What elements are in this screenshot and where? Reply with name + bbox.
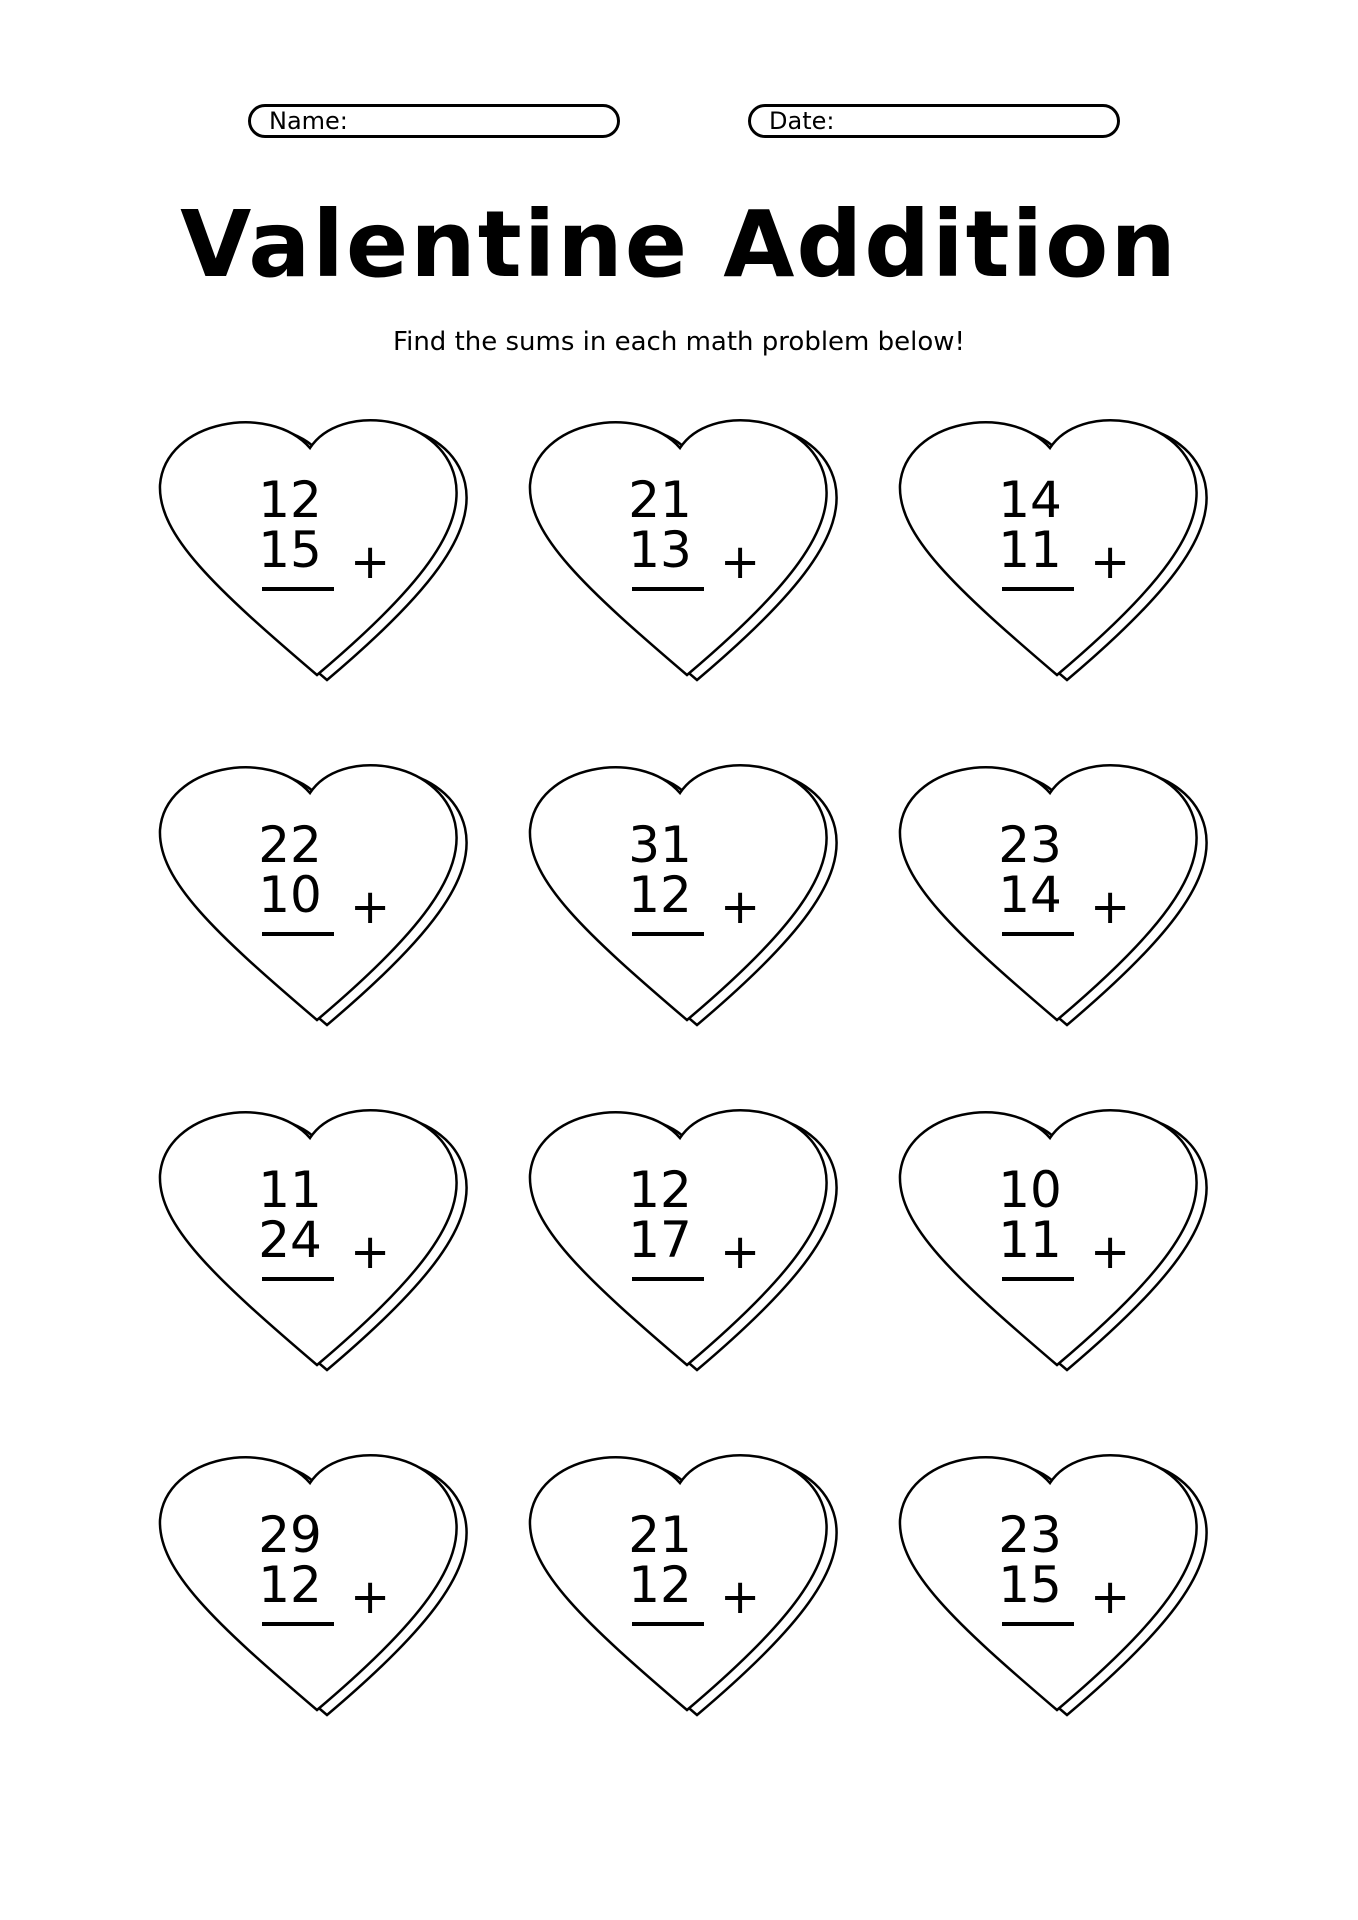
sum-line — [632, 587, 704, 591]
plus-sign: + — [350, 1224, 391, 1280]
problem-card — [140, 1445, 480, 1725]
addend-top: 22 — [258, 816, 322, 874]
sum-line — [262, 932, 334, 936]
addend-bottom: 10 — [258, 866, 322, 924]
problem-card — [510, 410, 850, 690]
name-label: Name: — [269, 107, 348, 135]
addend-bottom: 13 — [628, 521, 692, 579]
sum-line — [632, 932, 704, 936]
problem-card — [140, 1100, 480, 1380]
sum-line — [1002, 1277, 1074, 1281]
sum-line — [262, 1277, 334, 1281]
plus-sign: + — [350, 1569, 391, 1625]
addend-bottom: 12 — [258, 1556, 322, 1614]
sum-line — [1002, 587, 1074, 591]
sum-line — [632, 1277, 704, 1281]
sum-line — [1002, 1622, 1074, 1626]
instructions: Find the sums in each math problem below! — [393, 327, 965, 357]
plus-sign: + — [1090, 1224, 1131, 1280]
addend-bottom: 14 — [998, 866, 1062, 924]
addend-bottom: 11 — [998, 521, 1062, 579]
problem-card — [140, 755, 480, 1035]
plus-sign: + — [1090, 534, 1131, 590]
problem-card — [880, 410, 1220, 690]
page-title: Valentine Addition — [180, 191, 1178, 298]
addend-top: 12 — [628, 1161, 692, 1219]
addend-top: 31 — [628, 816, 692, 874]
sum-line — [632, 1622, 704, 1626]
addend-top: 21 — [628, 471, 692, 529]
plus-sign: + — [350, 534, 391, 590]
addend-top: 12 — [258, 471, 322, 529]
addend-bottom: 15 — [998, 1556, 1062, 1614]
addend-bottom: 12 — [628, 1556, 692, 1614]
addend-top: 23 — [998, 1506, 1062, 1564]
addend-bottom: 12 — [628, 866, 692, 924]
plus-sign: + — [720, 1224, 761, 1280]
problem-card — [880, 1100, 1220, 1380]
addend-bottom: 11 — [998, 1211, 1062, 1269]
sum-line — [262, 1622, 334, 1626]
addend-top: 29 — [258, 1506, 322, 1564]
addend-bottom: 24 — [258, 1211, 322, 1269]
plus-sign: + — [350, 879, 391, 935]
addend-top: 14 — [998, 471, 1062, 529]
sum-line — [1002, 932, 1074, 936]
plus-sign: + — [720, 879, 761, 935]
addend-top: 10 — [998, 1161, 1062, 1219]
plus-sign: + — [720, 1569, 761, 1625]
problem-card — [510, 1445, 850, 1725]
plus-sign: + — [720, 534, 761, 590]
problem-card — [880, 755, 1220, 1035]
problem-card — [880, 1445, 1220, 1725]
addend-top: 21 — [628, 1506, 692, 1564]
date-field[interactable] — [748, 104, 1120, 138]
problem-card — [510, 1100, 850, 1380]
problem-card — [510, 755, 850, 1035]
plus-sign: + — [1090, 1569, 1131, 1625]
name-field[interactable] — [248, 104, 620, 138]
plus-sign: + — [1090, 879, 1131, 935]
problem-card — [140, 410, 480, 690]
addend-bottom: 15 — [258, 521, 322, 579]
sum-line — [262, 587, 334, 591]
addend-top: 23 — [998, 816, 1062, 874]
addend-bottom: 17 — [628, 1211, 692, 1269]
date-label: Date: — [769, 107, 835, 135]
addend-top: 11 — [258, 1161, 322, 1219]
